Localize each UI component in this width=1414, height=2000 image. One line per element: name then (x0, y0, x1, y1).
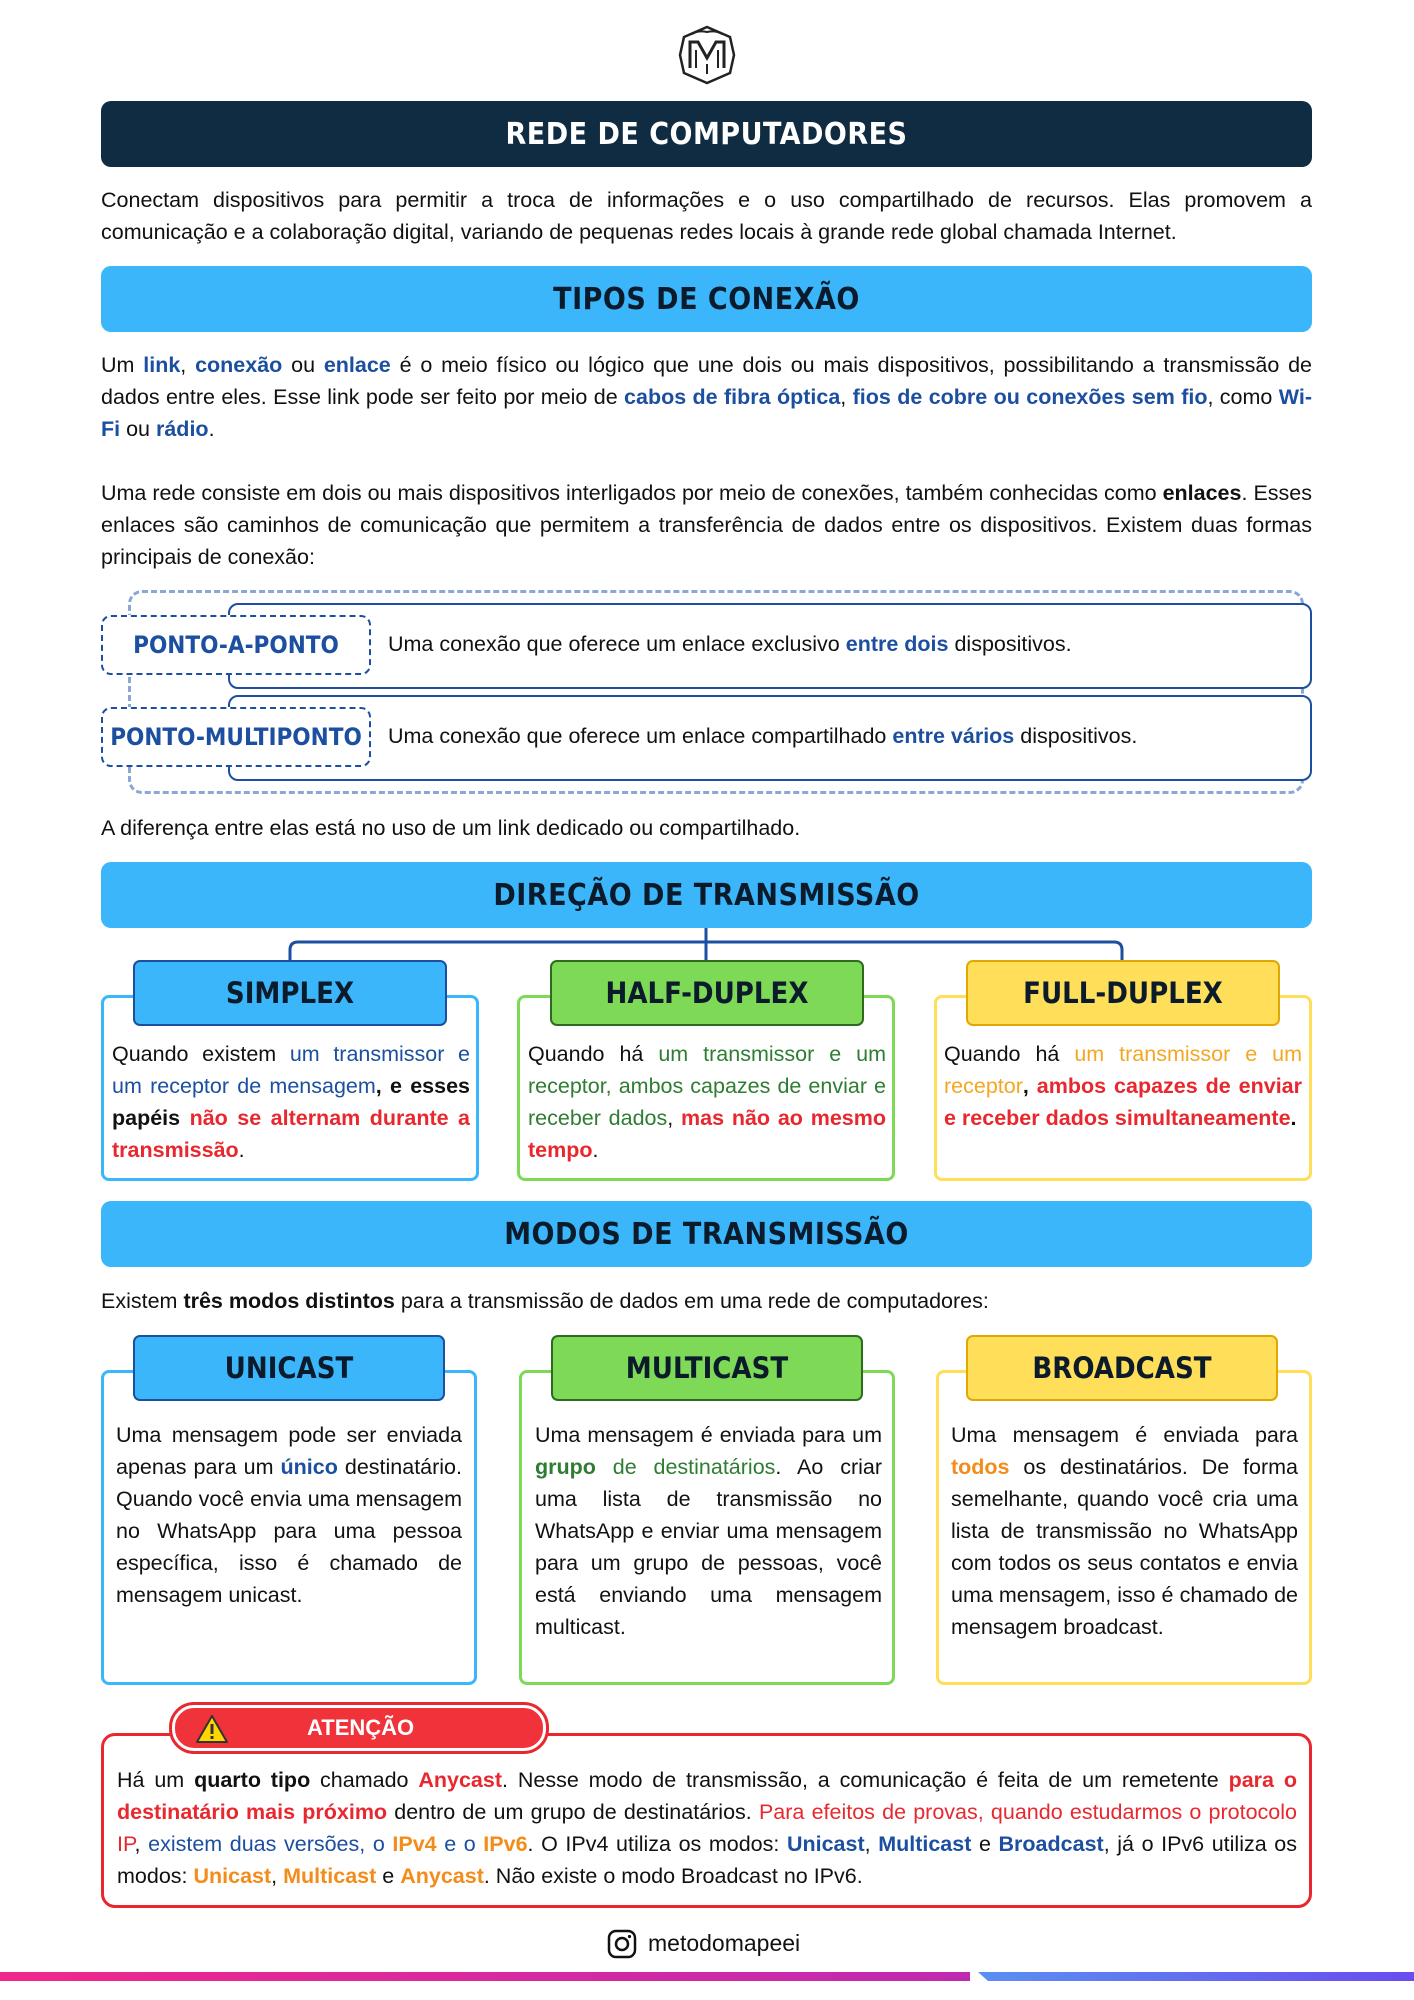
atencao-text: Há um quarto tipo chamado Anycast. Nesse modo de transmissão, a comunicação é feita de um remetente para o destinatário mais próximo dentro de um grupo de destinatários. Para efeitos de provas, quando estudarmos o protocolo IP, existem duas versões, o IPv4 e o IPv6. O IPv4 utiliza os modos: Unicast, Multicast e Broadcast, já o IPv6 utiliza os modos: Unicast, Multicast e Anycast. Não existe o modo Broadcast no IPv6. (117, 1768, 1297, 1888)
footer-stripe-blue (978, 1972, 1414, 1981)
diferenca-text: A diferença entre elas está no uso de um link dedicado ou compartilhado. (101, 816, 801, 840)
atencao-label: ATENÇÃO (307, 1715, 415, 1740)
tipos-paragraph-2: Uma rede consiste em dois ou mais dispositivos interligados por meio de conexões, também conhecidas como enlaces. Esses enlaces são caminhos de comunicação que permitem a transferência de dados entre os dispositivos. Existem duas formas principais de conexão: (101, 481, 1313, 569)
multicast-tag: MULTICAST (551, 1335, 863, 1401)
unicast-tag: UNICAST (133, 1335, 445, 1401)
multicast-description: Uma mensagem é enviada para um grupo de destinatários. Ao criar uma lista de transmissão no WhatsApp e enviar uma mensagem para um grupo de pessoas, você está enviando uma mensagem multicast. (535, 1423, 882, 1639)
brain-m-logo-icon (676, 24, 738, 86)
ponto-multiponto-description: Uma conexão que oferece um enlace compartilhado entre vários dispositivos. (388, 724, 1138, 748)
warning-icon (195, 1714, 229, 1744)
broadcast-tag: BROADCAST (966, 1335, 1278, 1401)
modos-intro: Existem três modos distintos para a transmissão de dados em uma rede de computadores: (101, 1289, 989, 1313)
simplex-description: Quando existem um transmissor e um receptor de mensagem, e esses papéis não se alternam durante a transmissão. (112, 1042, 470, 1162)
section-header-direcao (101, 862, 1312, 928)
section-title-modos: MODOS DE TRANSMISSÃO (504, 1216, 909, 1252)
simplex-tag: SIMPLEX (133, 960, 447, 1026)
full-duplex-tag: FULL-DUPLEX (966, 960, 1280, 1026)
half-duplex-tag: HALF-DUPLEX (550, 960, 864, 1026)
half-duplex-description: Quando há um transmissor e um receptor, ambos capazes de enviar e receber dados, mas não ao mesmo tempo. (528, 1042, 887, 1162)
ponto-a-ponto-description: Uma conexão que oferece um enlace exclusivo entre dois dispositivos. (388, 632, 1072, 656)
page-title-text: REDE DE COMPUTADORES (505, 116, 908, 152)
section-title-direcao: DIREÇÃO DE TRANSMISSÃO (493, 877, 920, 913)
ponto-a-ponto-label: PONTO-A-PONTO (101, 615, 371, 675)
intro-paragraph: Conectam dispositivos para permitir a troca de informações e o uso compartilhado de recursos. Elas promovem a comunicação e a colaboração digital, variando de pequenas redes locais à grande rede global chamada Internet. (101, 188, 1312, 244)
broadcast-description: Uma mensagem é enviada para todos os destinatários. De forma semelhante, quando você cria uma lista de transmissão no WhatsApp com todos os seus contatos e envia uma mensagem, isso é chamado de mensagem broadcast. (951, 1423, 1298, 1639)
page-title (101, 101, 1312, 167)
tipos-paragraph-1: Um link, conexão ou enlace é o meio físico ou lógico que une dois ou mais dispositivos, possibilitando a transmissão de dados entre eles. Esse link pode ser feito por meio de cabos de fibra óptica, fios de cobre ou conexões sem fio, como Wi-Fi ou rádio. (101, 353, 1313, 441)
ponto-multiponto-label: PONTO-MULTIPONTO (101, 707, 371, 767)
instagram-icon (606, 1928, 638, 1960)
footer-stripe-pink (0, 1972, 970, 1981)
unicast-description: Uma mensagem pode ser enviada apenas para um único destinatário. Quando você envia uma mensagem no WhatsApp para uma pessoa específica, isso é chamado de mensagem unicast. (116, 1423, 462, 1607)
section-title-tipos: TIPOS DE CONEXÃO (553, 281, 860, 317)
section-header-tipos (101, 266, 1312, 332)
full-duplex-description: Quando há um transmissor e um receptor, ambos capazes de enviar e receber dados simultaneamente. (944, 1042, 1303, 1130)
section-header-modos (101, 1201, 1312, 1267)
direction-connector-lines (0, 920, 1414, 960)
atencao-tag (172, 1705, 546, 1751)
footer-handle[interactable]: metodomapeei (648, 1930, 801, 1956)
